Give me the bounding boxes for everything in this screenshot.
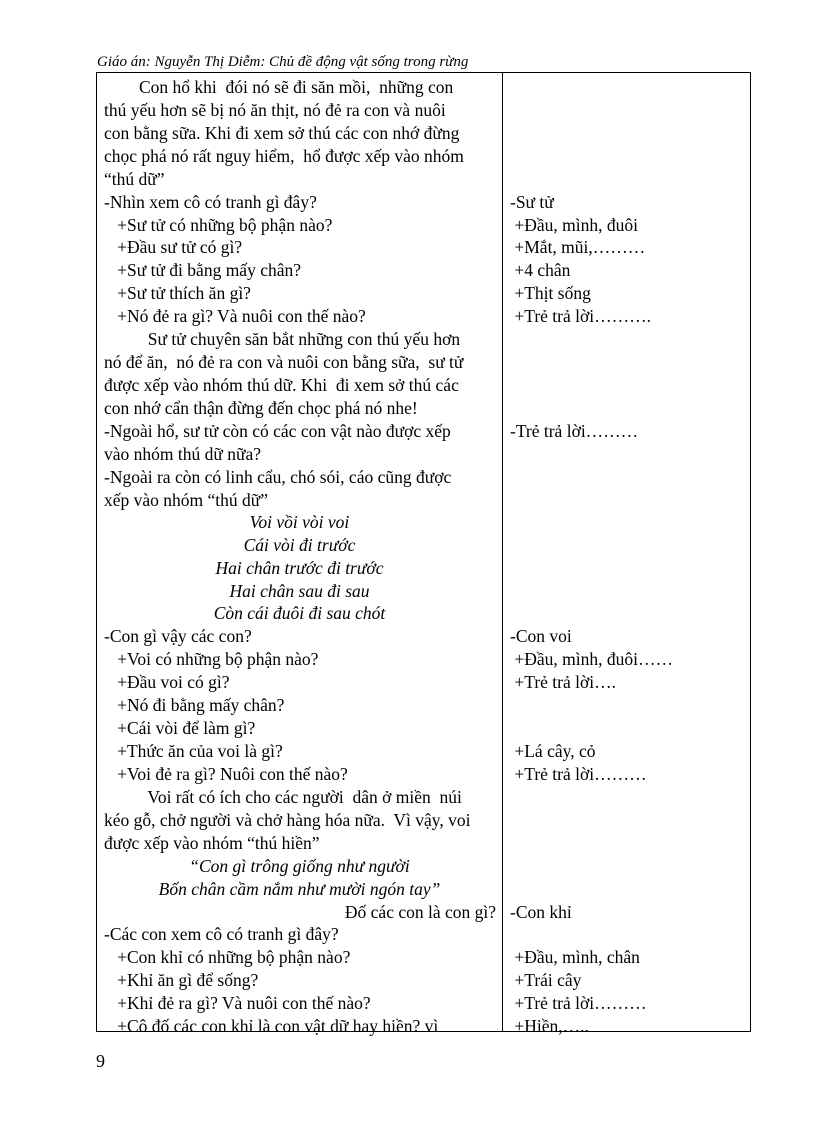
teacher-text-line: Sư tử chuyên săn bắt những con thú yếu hơn [104, 329, 461, 349]
teacher-text-line: -Ngoài hổ, sư tử còn có các con vật nào được xếp [104, 421, 451, 441]
teacher-text-line: +Đầu sư tử có gì? [104, 237, 243, 257]
child-response-line: +Trẻ trả lời……… [510, 993, 647, 1013]
child-response-line: -Con voi [510, 626, 572, 646]
child-response-line: -Sư tử [510, 192, 554, 212]
teacher-text-line: +Khỉ đẻ ra gì? Và nuôi con thế nào? [104, 993, 371, 1013]
teacher-text-line: +Cô đố các con khỉ là con vật dữ hay hiền? vì [104, 1016, 439, 1036]
teacher-text-line: -Các con xem cô có tranh gì đây? [104, 924, 339, 944]
teacher-text-line: con nhớ cẩn thận đừng đến chọc phá nó nhe! [104, 398, 418, 418]
teacher-text-line: +Thức ăn của voi là gì? [104, 741, 283, 761]
child-response-line: +Đầu, mình, đuôi…… [510, 649, 673, 669]
poem-line: Voi vồi vòi voi [249, 512, 350, 532]
teacher-text-line: -Nhìn xem cô có tranh gì đây? [104, 192, 317, 212]
teacher-text-line: kéo gỗ, chở người và chở hàng hóa nữa. Vì vậy, voi [104, 810, 471, 830]
teacher-text-line: Đố các con là con gì? [344, 902, 496, 922]
child-response-line: +Trái cây [510, 970, 582, 990]
child-response-line: +Đầu, mình, chân [510, 947, 640, 967]
teacher-text-line: +Nó đẻ ra gì? Và nuôi con thế nào? [104, 306, 366, 326]
teacher-text-line: chọc phá nó rất nguy hiểm, hổ được xếp vào nhóm [104, 146, 464, 166]
column-divider [502, 73, 503, 1031]
poem-line: Hai chân trước đi trước [215, 558, 384, 578]
teacher-text-line: +Con khỉ có những bộ phận nào? [104, 947, 351, 967]
teacher-text-line: Voi rất có ích cho các người dân ở miền núi [104, 787, 462, 807]
poem-line: “Con gì trông giống như người [189, 856, 410, 876]
child-response-line: +Thịt sống [510, 283, 591, 303]
teacher-text-line: nó để ăn, nó đẻ ra con và nuôi con bằng sữa, sư tử [104, 352, 464, 372]
teacher-text-line: +Voi có những bộ phận nào? [104, 649, 319, 669]
teacher-text-line: +Đầu voi có gì? [104, 672, 230, 692]
child-response-line: +Hiền,….. [510, 1016, 589, 1036]
teacher-text-line: +Cái vòi để làm gì? [104, 718, 256, 738]
child-response-line: -Con khỉ [510, 902, 572, 922]
poem-line: Cái vòi đi trước [243, 535, 356, 555]
teacher-text-line: Con hổ khi đói nó sẽ đi săn mồi, những con [104, 77, 454, 97]
child-response-line: +Trẻ trả lời………. [510, 306, 651, 326]
teacher-text-line: -Con gì vậy các con? [104, 626, 252, 646]
teacher-text-line: xếp vào nhóm “thú dữ” [104, 490, 269, 510]
teacher-text-line: -Ngoài ra còn có linh cẩu, chó sói, cáo cũng được [104, 467, 452, 487]
teacher-text-line: “thú dữ” [104, 169, 165, 189]
poem-line: Bốn chân cầm nắm như mười ngón tay” [158, 879, 441, 899]
poem-line: Còn cái đuôi đi sau chót [213, 603, 386, 623]
page-header: Giáo án: Nguyễn Thị Diễm: Chủ đề động vật sống trong rừng [97, 54, 469, 70]
child-response-line: +Trẻ trả lời…. [510, 672, 616, 692]
lesson-table [96, 72, 751, 1036]
teacher-text-line: +Sư tử có những bộ phận nào? [104, 215, 333, 235]
teacher-text-line: con bằng sữa. Khi đi xem sở thú các con nhớ đừng [104, 123, 460, 143]
teacher-text-line: được xếp vào nhóm “thú hiền” [104, 833, 320, 853]
page-number: 9 [96, 1051, 105, 1071]
teacher-text-line: được xếp vào nhóm thú dữ. Khi đi xem sở thú các [104, 375, 459, 395]
poem-line: Hai chân sau đi sau [229, 581, 370, 601]
teacher-text-line: +Sư tử thích ăn gì? [104, 283, 251, 303]
child-response-line: +Mắt, mũi,……… [510, 237, 646, 257]
teacher-text-line: +Sư tử đi bằng mấy chân? [104, 260, 301, 280]
teacher-text-line: thú yếu hơn sẽ bị nó ăn thịt, nó đẻ ra con và nuôi [104, 100, 446, 120]
child-response-line: +Đầu, mình, đuôi [510, 215, 638, 235]
teacher-text-line: +Voi đẻ ra gì? Nuôi con thế nào? [104, 764, 348, 784]
child-response-line: +Trẻ trả lời……… [510, 764, 647, 784]
child-response-line: +4 chân [510, 260, 571, 280]
teacher-text-line: vào nhóm thú dữ nữa? [104, 444, 261, 464]
child-response-line: +Lá cây, cỏ [510, 741, 596, 761]
teacher-text-line: +Nó đi bằng mấy chân? [104, 695, 285, 715]
child-response-line: -Trẻ trả lời……… [510, 421, 639, 441]
teacher-text-line: +Khỉ ăn gì để sống? [104, 970, 259, 990]
